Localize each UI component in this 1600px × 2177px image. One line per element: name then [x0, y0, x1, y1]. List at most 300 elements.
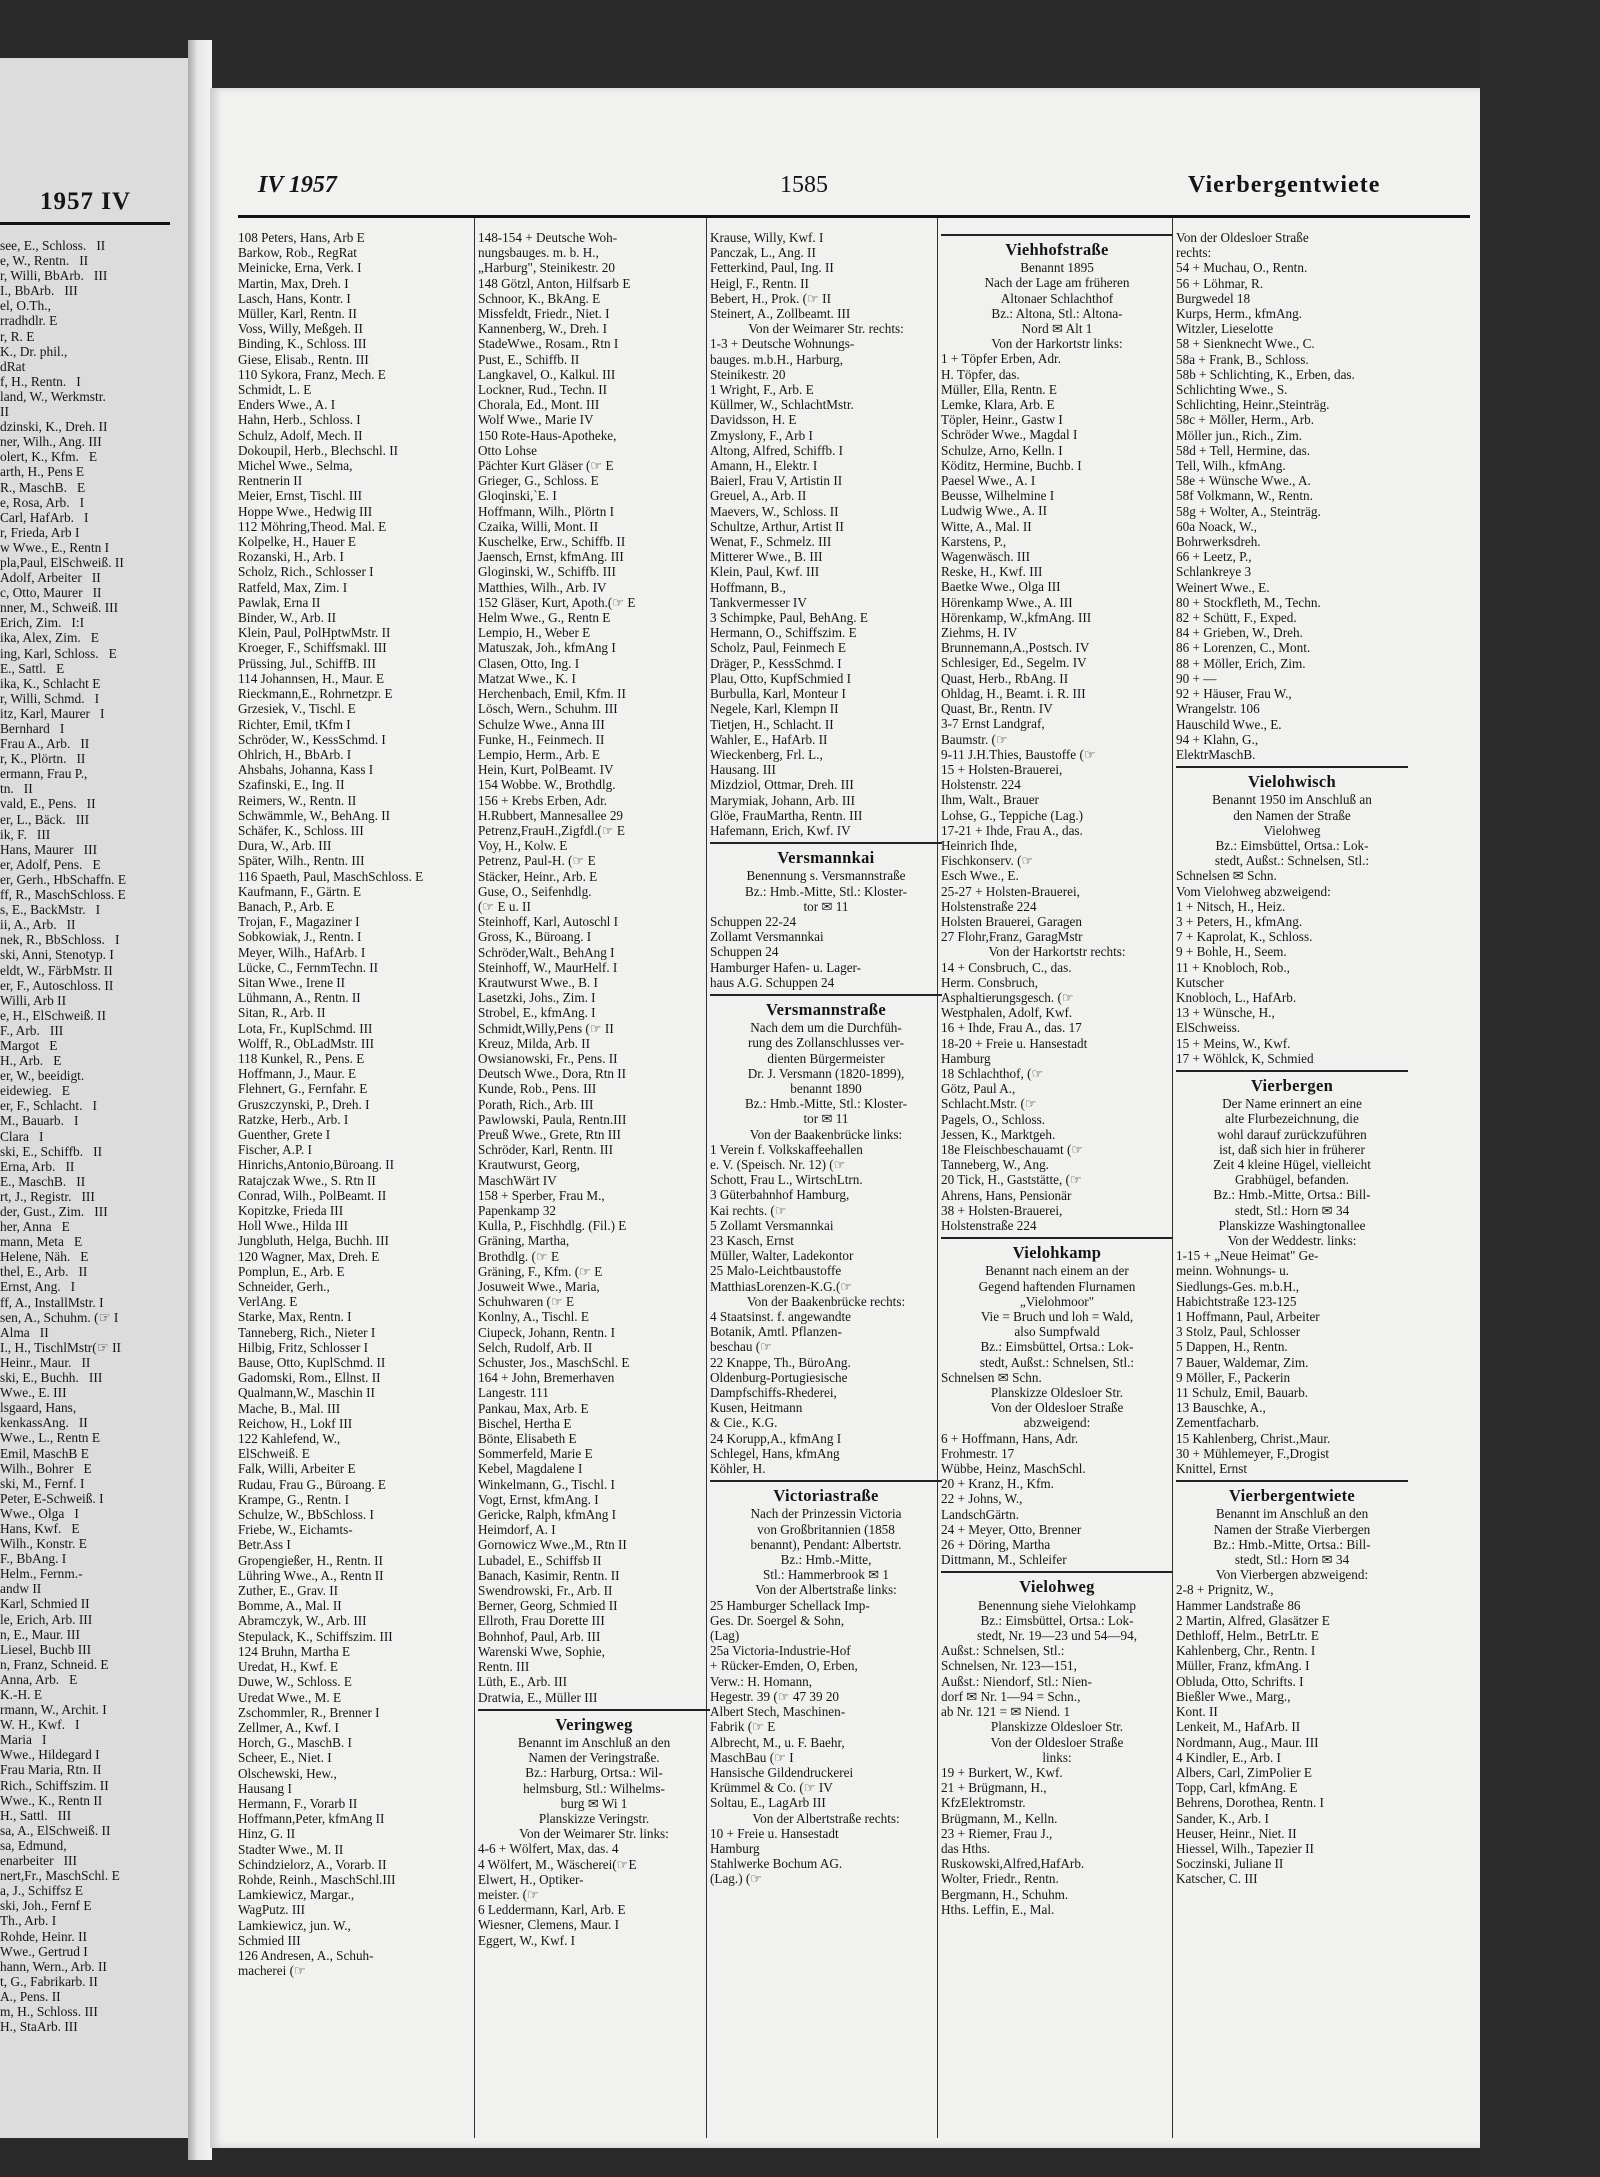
address-entry: 21 + Brügmann, H.,	[941, 1780, 1047, 1796]
left-page-line: Frau Maria, Rtn. II	[0, 1762, 102, 1778]
resident-entry: also Sumpfwald	[1014, 1324, 1100, 1340]
left-page-line: le, Erich, Arb. III	[0, 1611, 93, 1627]
resident-entry: Holstenstraße 224	[941, 1218, 1037, 1233]
resident-entry: Stadter Wwe., M. II	[238, 1841, 344, 1857]
directory-column-2	[478, 230, 710, 1948]
resident-entry: Schmidt, L. E	[238, 382, 312, 398]
address-entry: 1 + Nitsch, H., Heiz.	[1176, 898, 1286, 914]
resident-entry: Kont. II	[1176, 1704, 1218, 1720]
resident-entry: Meyer, Wilh., HafArb. I	[238, 944, 366, 960]
resident-entry: Lasetzki, Johs., Zim. I	[478, 990, 596, 1006]
resident-entry: Bönte, Elisabeth E	[478, 1431, 577, 1447]
left-page-line: ermann, Frau P.,	[0, 766, 88, 782]
resident-entry: Otto Lohse	[478, 442, 537, 458]
resident-entry: Esch Wwe., E.	[941, 868, 1019, 884]
resident-entry: Kolpelke, H., Hauer E	[238, 534, 356, 550]
resident-entry: Von Vierbergen abzweigend:	[1215, 1567, 1369, 1583]
resident-entry: Nach dem um die Durchfüh-	[750, 1020, 902, 1036]
left-page-line: ski, E., Buchh. III	[0, 1370, 103, 1386]
resident-entry: Schneider, Gerh.,	[238, 1279, 330, 1295]
resident-entry: Hiessel, Wilh., Tapezier II	[1176, 1840, 1314, 1856]
street-divider	[710, 994, 942, 996]
left-page-line: kenkassAng. II	[0, 1415, 88, 1431]
resident-entry: Kusen, Heitmann	[710, 1400, 803, 1416]
resident-entry: Heigl, F., Rentn. II	[710, 275, 809, 291]
resident-entry: Kopitzke, Frieda III	[238, 1203, 344, 1218]
left-page-line: Frau A., Arb. II	[0, 736, 90, 752]
resident-entry: Ruskowski,Alfred,HafArb.	[941, 1856, 1085, 1872]
resident-entry: Schuhwaren (☞ E	[478, 1294, 575, 1310]
resident-entry: Rudau, Frau G., Büroang. E	[238, 1476, 386, 1492]
resident-entry: Bz.: Hmb.-Mitte, Ortsa.: Bill-	[1213, 1536, 1371, 1552]
resident-entry: Von der Harkortstr rechts:	[988, 944, 1126, 960]
resident-entry: Steinikestr. 20	[710, 366, 786, 382]
address-entry: 164 + John, Bremerhaven	[478, 1370, 615, 1386]
left-page-line: Hans, Kwf. E	[0, 1520, 80, 1536]
resident-entry: Ratfeld, Max, Zim. I	[238, 579, 348, 595]
resident-entry: Nach der Prinzessin Victoria	[750, 1506, 902, 1522]
resident-entry: Gropengießer, H., Rentn. II	[238, 1552, 383, 1568]
resident-entry: Hansische Gildendruckerei	[710, 1764, 854, 1780]
resident-entry: Hoffmann, B.,	[710, 579, 786, 595]
resident-entry: Bergmann, H., Schuhm.	[941, 1886, 1069, 1902]
resident-entry: Guenther, Grete I	[238, 1126, 331, 1142]
resident-entry: Gräning, F., Kfm. (☞ E	[478, 1263, 603, 1279]
resident-entry: Rieckmann,E., Rohrnetzpr. E	[238, 686, 393, 702]
resident-entry: Eggert, W., Kwf. I	[478, 1932, 576, 1948]
resident-entry: Nach der Lage am früheren	[984, 275, 1130, 291]
address-entry: 38 + Holsten-Brauerei,	[941, 1202, 1063, 1218]
resident-entry: Schnelsen ✉ Schn.	[941, 1369, 1042, 1385]
left-page-line: Bernhard I	[0, 721, 65, 736]
resident-entry: Tanneberg, Rich., Nieter I	[238, 1324, 376, 1340]
resident-entry: Gegend haftenden Flurnamen	[978, 1278, 1136, 1294]
left-page-line: r, R. E	[0, 328, 35, 344]
resident-entry: Pankau, Max, Arb. E	[478, 1400, 589, 1416]
address-entry: 58d + Tell, Hermine, das.	[1176, 442, 1311, 458]
resident-entry: Kreuz, Milda, Arb. II	[478, 1035, 591, 1051]
address-entry: 1 Wright, F., Arb. E	[710, 382, 814, 398]
resident-entry: Wagenwäsch. III	[941, 549, 1031, 565]
resident-entry: Karstens, P.,	[941, 533, 1007, 549]
left-page-line: mann, Meta E	[0, 1234, 83, 1250]
resident-entry: Möller jun., Rich., Zim.	[1176, 427, 1303, 443]
resident-entry: Von der Oldesloer Straße	[990, 1734, 1124, 1750]
address-entry: 90 + —	[1176, 670, 1217, 686]
resident-entry: Außst.: Schnelsen, Stl.:	[941, 1643, 1065, 1659]
left-page-line: F., BbAng. I	[0, 1551, 67, 1567]
resident-entry: Uredat, H., Kwf. E	[238, 1659, 338, 1675]
resident-entry: Altong, Alfred, Schiffb. I	[710, 442, 844, 458]
left-page-line: hann, Wern., Arb. II	[0, 1958, 107, 1974]
address-entry: 26 + Döring, Martha	[941, 1537, 1051, 1553]
resident-entry: Bause, Otto, KuplSchmd. II	[238, 1355, 386, 1371]
address-entry: 3 Schimpke, Paul, BehAng. E	[710, 610, 868, 626]
resident-entry: Hamburg	[710, 1840, 760, 1856]
resident-entry: Scheer, E., Niet. I	[238, 1750, 332, 1766]
resident-entry: Ludwig Wwe., A. II	[941, 503, 1047, 519]
address-entry: 82 + Schütt, F., Exped.	[1176, 610, 1297, 626]
resident-entry: tor ✉ 11	[803, 898, 849, 914]
resident-entry: Pawlowski, Paula, Rentn.III	[478, 1111, 627, 1127]
directory-column-3	[710, 230, 942, 1887]
resident-entry: Fabrik (☞ E	[710, 1719, 776, 1735]
resident-entry: Schulze Wwe., Anna III	[478, 716, 605, 732]
book-gutter	[188, 40, 212, 2160]
address-entry: 17-21 + Ihde, Frau A., das.	[941, 822, 1083, 838]
resident-entry: Schwämmle, W., BehAng. II	[238, 807, 391, 823]
resident-entry: Brothdlg. (☞ E	[478, 1248, 560, 1264]
resident-entry: Gräning, Martha,	[478, 1233, 570, 1249]
resident-entry: Amann, H., Elektr. I	[710, 458, 818, 474]
resident-entry: Benannt im Anschluß an den	[1215, 1506, 1369, 1522]
address-entry: 25a Victoria-Industrie-Hof	[710, 1643, 851, 1659]
resident-entry: Conrad, Wilh., PolBeamt. II	[238, 1187, 387, 1203]
address-entry: 148 Götzl, Anton, Hilfsarb E	[478, 275, 631, 291]
resident-entry: Schlesiger, Ed., Segelm. IV	[941, 655, 1087, 671]
address-entry: 58 + Sienknecht Wwe., C.	[1176, 336, 1315, 352]
resident-entry: Chorala, Ed., Mont. III	[478, 397, 600, 413]
resident-entry: Schuppen 22-24	[710, 913, 797, 929]
page-number: 1585	[780, 172, 828, 198]
left-page-line: m, H., Schloss. III	[0, 2003, 98, 2019]
left-page-line: H., Sattl. III	[0, 1807, 72, 1823]
resident-entry: Schindzielorz, A., Vorarb. II	[238, 1856, 387, 1872]
left-page-line: thel, E., Arb. II	[0, 1264, 88, 1280]
resident-entry: Porath, Rich., Arb. III	[478, 1096, 594, 1112]
left-page-line: ik, F. III	[0, 826, 51, 842]
resident-entry: Schuppen 24	[710, 944, 779, 960]
resident-entry: Dräger, P., KessSchmd. I	[710, 655, 842, 671]
resident-entry: Binding, K., Schloss. III	[238, 336, 367, 352]
address-entry: 9-11 J.H.Thies, Baustoffe (☞	[941, 746, 1096, 762]
address-entry: 158 + Sperber, Frau M.,	[478, 1187, 605, 1203]
street-divider	[710, 842, 942, 844]
column-divider	[474, 218, 475, 2138]
street-divider	[478, 1709, 710, 1711]
address-entry: 11 Schulz, Emil, Bauarb.	[1176, 1385, 1309, 1401]
resident-entry: Hegestr. 39 (☞ 47 39 20	[710, 1688, 840, 1704]
resident-entry: Hoffmann,Peter, kfmAng II	[238, 1811, 385, 1827]
resident-entry: Holstenstraße 224	[941, 898, 1037, 914]
street-heading: Vielohkamp	[1012, 1243, 1102, 1263]
address-entry: 80 + Stockfleth, M., Techn.	[1176, 594, 1321, 610]
resident-entry: Rentn. III	[478, 1659, 530, 1675]
resident-entry: Krautwurst, Georg,	[478, 1157, 580, 1173]
resident-entry: Wahler, E., HafArb. II	[710, 731, 828, 747]
resident-entry: Hausang I	[238, 1780, 292, 1796]
left-page-line: Wwe., E. III	[0, 1385, 67, 1401]
resident-entry: Hilbig, Fritz, Schlosser I	[238, 1339, 369, 1355]
resident-entry: Bohnhof, Paul, Arb. III	[478, 1628, 601, 1644]
resident-entry: stedt, Stl.: Horn ✉ 34	[1234, 1202, 1350, 1218]
resident-entry: Nordmann, Aug., Maur. III	[1176, 1734, 1319, 1750]
resident-entry: Schlacht.Mstr. (☞	[941, 1096, 1037, 1112]
resident-entry: MaschBau (☞ I	[710, 1749, 794, 1765]
address-entry: 9 Möller, F., Packerin	[1176, 1369, 1291, 1385]
address-entry: 4-6 + Wölfert, Max, das. 4	[478, 1841, 619, 1857]
resident-entry: Lubadel, E., Schiffsb II	[478, 1552, 602, 1568]
resident-entry: tor ✉ 11	[803, 1111, 849, 1127]
resident-entry: Kebel, Magdalene I	[478, 1461, 583, 1477]
resident-entry: Dokoupil, Herb., Blechschl. II	[238, 442, 399, 458]
address-entry: 7 + Kaprolat, K., Schloss.	[1176, 929, 1313, 945]
resident-entry: Schulze, Arno, Kelln. I	[941, 442, 1063, 458]
street-heading: Veringweg	[555, 1714, 633, 1734]
resident-entry: Voss, Willy, Meßgeh. II	[238, 321, 363, 337]
resident-entry: Elwert, H., Optiker-	[478, 1871, 584, 1887]
left-page-line: ii, A., Arb. II	[0, 917, 76, 933]
left-page-line: Wilh., Bohrer E	[0, 1460, 92, 1476]
resident-entry: Strobel, E., kfmAng. I	[478, 1005, 596, 1021]
resident-entry: Müller, Franz, kfmAng. I	[1176, 1658, 1310, 1674]
resident-entry: Küllmer, W., SchlachtMstr.	[710, 397, 854, 413]
resident-entry: Lohse, G., Teppiche (Lag.)	[941, 807, 1084, 823]
address-entry: 58e + Wünsche Wwe., A.	[1176, 473, 1311, 489]
address-entry: 18e Fleischbeschauamt (☞	[941, 1141, 1084, 1157]
address-entry: 120 Wagner, Max, Dreh. E	[238, 1248, 380, 1264]
resident-entry: Papenkamp 32	[478, 1203, 557, 1218]
resident-entry: Steinert, A., Zollbeamt. III	[710, 306, 851, 322]
address-entry: 3 + Peters, H., kfmAng.	[1176, 913, 1303, 929]
resident-entry: Selch, Rudolf, Arb. II	[478, 1339, 593, 1355]
resident-entry: Greuel, A., Arb. II	[710, 488, 807, 504]
resident-entry: Bomme, A., Mal. II	[238, 1598, 342, 1614]
address-entry: 3 Güterbahnhof Hamburg,	[710, 1187, 850, 1203]
resident-entry: Ratajczak Wwe., S. Rtn II	[238, 1172, 376, 1188]
resident-entry: Helm Wwe., G., Rentn E	[478, 610, 611, 626]
left-page-line: c, Otto, Maurer II	[0, 585, 102, 601]
left-page-line: K.-H. E	[0, 1687, 43, 1702]
resident-entry: Zollamt Versmannkai	[710, 929, 824, 945]
resident-entry: Baetke Wwe., Olga III	[941, 579, 1061, 595]
left-page-line: Anna, Arb. E	[0, 1671, 78, 1687]
resident-entry: Zuther, E., Grav. II	[238, 1583, 339, 1599]
resident-entry: den Namen der Straße	[1233, 807, 1351, 823]
resident-entry: Albers, Carl, ZimPolier E	[1176, 1764, 1312, 1780]
resident-entry: Von der Baakenbrücke links:	[749, 1126, 903, 1142]
resident-entry: Schuster, Jos., MaschSchl. E	[478, 1355, 630, 1371]
resident-entry: Tankvermesser IV	[710, 594, 807, 610]
resident-entry: Von der Oldesloer Straße	[1176, 230, 1309, 245]
resident-entry: Planskizze Oldesloer Str.	[990, 1385, 1124, 1401]
resident-entry: Trojan, F., Magaziner I	[238, 914, 360, 930]
resident-entry: Quast, Br., Rentn. IV	[941, 701, 1053, 717]
left-page-line: el, O.Th.,	[0, 298, 51, 314]
address-entry: 124 Bruhn, Martha E	[238, 1643, 351, 1659]
address-entry: 13 + Wünsche, H.,	[1176, 1005, 1275, 1021]
resident-entry: Albert Stech, Maschinen-	[710, 1704, 846, 1720]
left-page-line: er, F., Schlacht. I	[0, 1098, 97, 1114]
address-entry: 13 Bauschke, A.,	[1176, 1400, 1266, 1416]
resident-entry: Kai rechts. (☞	[710, 1202, 787, 1218]
resident-entry: Warenski Wwe, Sophie,	[478, 1643, 605, 1659]
left-page-line: M., Bauarb. I	[0, 1113, 79, 1129]
resident-entry: Brunnemann,A.,Postsch. IV	[941, 640, 1090, 656]
resident-entry: Sobkowiak, J., Rentn. I	[238, 929, 362, 945]
resident-entry: Lasch, Hans, Kontr. I	[238, 290, 351, 306]
resident-entry: Grabhügel, befanden.	[1235, 1172, 1349, 1188]
left-page-line: E., Sattl. E	[0, 660, 65, 676]
resident-entry: Pomplun, E., Arb. E	[238, 1263, 345, 1279]
address-entry: 25-27 + Holsten-Brauerei,	[941, 883, 1080, 899]
left-page-line: K., Dr. phil.,	[0, 343, 68, 359]
resident-entry: Gloqinski,`E. I	[478, 488, 557, 504]
left-page-line: Wwe., Hildegard I	[0, 1747, 100, 1763]
resident-entry: Weinert Wwe., E.	[1176, 579, 1270, 595]
resident-entry: Rohde, Reinh., MaschSchl.III	[238, 1871, 396, 1887]
resident-entry: Dittmann, M., Schleifer	[941, 1552, 1067, 1568]
street-divider	[941, 234, 1173, 236]
left-page-line: ski, E., Schiffb. II	[0, 1143, 103, 1159]
resident-entry: Pawlak, Erna II	[238, 594, 321, 610]
resident-entry: Falk, Willi, Arbeiter E	[238, 1461, 356, 1477]
street-divider	[941, 1571, 1173, 1573]
resident-entry: Planskizze Washingtonallee	[1218, 1217, 1366, 1233]
resident-entry: meister. (☞	[478, 1886, 539, 1902]
resident-entry: Müller, Karl, Rentn. II	[238, 306, 357, 322]
resident-entry: Stäcker, Heinr., Arb. E	[478, 868, 598, 884]
resident-entry: Baierl, Frau V, Artistin II	[710, 473, 843, 489]
resident-entry: Czaika, Willi, Mont. II	[478, 518, 599, 534]
left-page-rule	[0, 222, 170, 225]
resident-entry: ElSchweiss.	[1176, 1020, 1241, 1036]
resident-entry: Pagels, O., Schloss.	[941, 1111, 1046, 1127]
resident-entry: Benannt 1895	[1020, 260, 1094, 276]
street-heading: Vierbergentwiete	[1228, 1486, 1356, 1506]
resident-entry: Wiesner, Clemens, Maur. I	[478, 1917, 620, 1933]
left-page-line: e, W., Rentn. II	[0, 253, 89, 269]
address-entry: 1-3 + Deutsche Wohnungs-	[710, 336, 855, 352]
resident-entry: Schulze, W., BbSchloss. I	[238, 1507, 374, 1523]
resident-entry: Schröder, Karl, Rentn. III	[478, 1142, 613, 1158]
resident-entry: Deutsch Wwe., Dora, Rtn II	[478, 1066, 627, 1082]
resident-entry: Kutscher	[1176, 974, 1224, 990]
address-entry: 148-154 + Deutsche Woh-	[478, 230, 618, 245]
left-page-line: Erna, Arb. II	[0, 1158, 75, 1174]
address-entry: 58b + Schlichting, K., Erben, das.	[1176, 366, 1355, 382]
resident-entry: Maevers, W., Schloss. II	[710, 503, 839, 519]
resident-entry: Meier, Ernst, Tischl. III	[238, 488, 363, 504]
resident-entry: Bießler Wwe., Marg.,	[1176, 1688, 1291, 1704]
resident-entry: Soczinski, Juliane II	[1176, 1856, 1284, 1872]
left-page-line: Erich, Zim. I:I	[0, 615, 85, 631]
resident-entry: Botanik, Amtl. Pflanzen-	[710, 1324, 842, 1340]
left-page-entries	[0, 238, 176, 2034]
resident-entry: Szafinski, E., Ing. II	[238, 777, 345, 793]
resident-entry: Herm. Consbruch,	[941, 974, 1039, 990]
left-page-line: Wwe., Olga I	[0, 1505, 79, 1521]
address-entry: 92 + Häuser, Frau W.,	[1176, 686, 1292, 702]
left-page-line: itz, Karl, Maurer I	[0, 705, 105, 721]
left-page-line: ski, Anni, Stenotyp. I	[0, 947, 114, 963]
resident-entry: benannt), Pendant: Albertstr.	[750, 1536, 902, 1552]
resident-entry: Grzesiek, V., Tischl. E	[238, 701, 356, 717]
resident-entry: WagPutz. III	[238, 1902, 306, 1918]
address-entry: 86 + Lorenzen, C., Mont.	[1176, 640, 1311, 656]
left-page-line: ff, A., InstallMstr. I	[0, 1294, 104, 1310]
resident-entry: Fischer, A.P. I	[238, 1142, 312, 1158]
resident-entry: Preuß Wwe., Grete, Rtn III	[478, 1126, 621, 1142]
resident-entry: Lockner, Rud., Techn. II	[478, 382, 608, 398]
left-page-line: Maria I	[0, 1732, 47, 1748]
resident-entry: Bz.: Hmb.-Mitte, Stl.: Kloster-	[744, 883, 907, 899]
address-entry: 56 + Löhmar, R.	[1176, 275, 1264, 291]
left-page-line: rradhdlr. E	[0, 313, 58, 329]
page-header-street: Vierbergentwiete	[1188, 172, 1381, 198]
resident-entry: nungsbauges. m. b. H.,	[478, 245, 599, 261]
resident-entry: Benannt im Anschluß an den	[517, 1734, 671, 1750]
resident-entry: Hammer Landstraße 86	[1176, 1597, 1301, 1613]
resident-entry: Josuweit Wwe., Maria,	[478, 1279, 600, 1295]
resident-entry: Wieckenberg, Frl. L.,	[710, 746, 823, 762]
resident-entry: Krampe, G., Rentn. I	[238, 1491, 349, 1507]
resident-entry: rechts:	[1176, 245, 1212, 261]
resident-entry: VerlAng. E	[238, 1294, 298, 1310]
street-divider	[941, 1237, 1173, 1239]
resident-entry: Heinrich Ihde,	[941, 837, 1018, 853]
left-page-line: tn. II	[0, 781, 33, 797]
resident-entry: Scholz, Paul, Feinmech E	[710, 640, 846, 656]
resident-entry: Scholz, Rich., Schlosser I	[238, 564, 374, 580]
resident-entry: Tanneberg, W., Ang.	[941, 1157, 1049, 1173]
address-entry: 20 + Kranz, H., Kfm.	[941, 1476, 1054, 1492]
resident-entry: Hafemann, Erich, Kwf. IV	[710, 822, 851, 838]
resident-entry: KfzElektromstr.	[941, 1795, 1026, 1811]
resident-entry: Asphaltierungsgesch. (☞	[941, 989, 1074, 1005]
resident-entry: Qualmann,W., Maschin II	[238, 1385, 375, 1401]
address-entry: 3 Stolz, Paul, Schlosser	[1176, 1324, 1301, 1340]
left-page-line: e, H., ElSchweiß. II	[0, 1007, 106, 1023]
resident-entry: Olschewski, Hew.,	[238, 1765, 337, 1781]
left-page-line: r, Willi, Schmd. I	[0, 690, 100, 706]
resident-entry: benannt 1890	[790, 1080, 862, 1096]
street-divider	[1176, 1070, 1408, 1072]
address-entry: 18-20 + Freie u. Hansestadt	[941, 1035, 1088, 1051]
resident-entry: Hths. Leffin, E., Mal.	[941, 1901, 1055, 1917]
resident-entry: Obluda, Otto, Schrifts. I	[1176, 1673, 1304, 1689]
resident-entry: Fischkonserv. (☞	[941, 853, 1034, 869]
resident-entry: Binder, W., Arb. II	[238, 610, 337, 626]
left-page-line: Wwe., L., Rentn E	[0, 1430, 101, 1446]
resident-entry: Ges. Dr. Soergel & Sohn,	[710, 1612, 845, 1628]
resident-entry: Gericke, Ralph, kfmAng I	[478, 1507, 617, 1523]
left-page-line: ff, R., MaschSchloss. E	[0, 887, 126, 903]
left-page-line: Karl, Schmied II	[0, 1596, 90, 1612]
address-entry: 24 Korupp,A., kfmAng I	[710, 1430, 842, 1446]
street-heading: Vierbergen	[1250, 1075, 1334, 1095]
left-page-line: er, F., Autoschloss. II	[0, 977, 114, 993]
resident-entry: Matthies, Wilh., Arb. IV	[478, 579, 607, 595]
resident-entry: Berner, Georg, Schmied II	[478, 1598, 618, 1614]
resident-entry: Mitterer Wwe., B. III	[710, 549, 823, 565]
resident-entry: Tietjen, H., Schlacht. II	[710, 716, 834, 732]
resident-entry: Krümmel & Co. (☞ IV	[710, 1780, 833, 1796]
address-entry: 2 Martin, Alfred, Glasätzer E	[1176, 1612, 1330, 1628]
left-page-line: w Wwe., E., Rentn I	[0, 539, 110, 555]
address-entry: 15 + Holsten-Brauerei,	[941, 761, 1063, 777]
resident-entry: Owsianowski, Fr., Pens. II	[478, 1050, 618, 1066]
resident-entry: dienten Bürgermeister	[767, 1050, 885, 1066]
resident-entry: Schlegel, Hans, kfmAng	[710, 1445, 840, 1461]
resident-entry: Meinicke, Erna, Verk. I	[238, 260, 362, 276]
resident-entry: wohl darauf zurückzuführen	[1217, 1126, 1367, 1142]
resident-entry: Albrecht, M., u. F. Baehr,	[710, 1734, 845, 1750]
resident-entry: Knobloch, L., HafArb.	[1176, 989, 1297, 1005]
resident-entry: Langkavel, O., Kalkul. III	[478, 366, 616, 382]
resident-entry: Von der Baakenbrücke rechts:	[746, 1293, 906, 1309]
address-entry: 25 Malo-Leichtbaustoffe	[710, 1263, 842, 1279]
